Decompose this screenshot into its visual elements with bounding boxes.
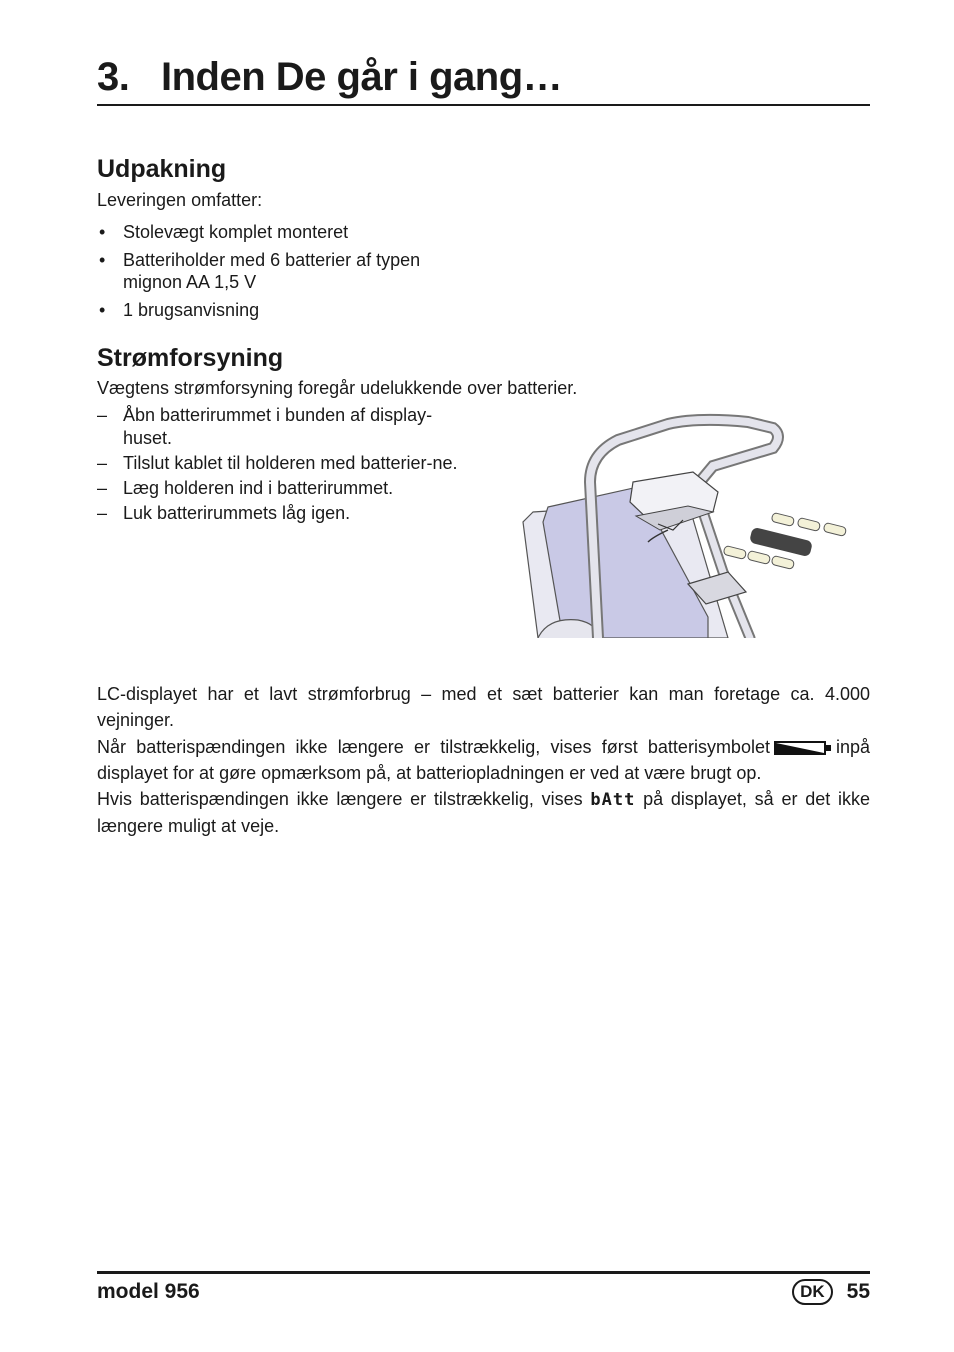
unpacking-intro: Leveringen omfatter:: [97, 190, 263, 210]
low-battery-text-2: inpå displayet for at gøre opmærksom på, at batteriopladningen er ved at være brugt op.: [97, 737, 870, 783]
footer-page-info: [792, 1279, 870, 1305]
list-item: • 1 brugsanvisning: [97, 299, 423, 321]
title-divider: [97, 104, 870, 106]
list-item: • Batteriholder med 6 batterier af typen mignon AA 1,5 V: [97, 249, 423, 293]
step-item: – Læg holderen ind i batterirummet.: [97, 477, 478, 500]
step-item: – Luk batterirummets låg igen.: [97, 502, 478, 525]
country-badge: DK: [792, 1279, 833, 1305]
delivery-list: [97, 221, 423, 327]
batt-display-text: bAtt: [590, 790, 636, 810]
battery-steps: [97, 404, 478, 527]
footer-model: model 956: [97, 1280, 200, 1303]
step-item: – Tilslut kablet til holderen med batterier-ne.: [97, 452, 478, 475]
low-battery-text-1: Når batterispændingen ikke længere er tilstrækkelig, vises først batterisymbolet: [97, 737, 770, 757]
unpacking-heading: Udpakning: [97, 155, 227, 183]
chapter-number: 3.: [97, 55, 130, 99]
empty-battery-text-2: på displayet, så er det ikke længere muligt at veje.: [97, 789, 870, 836]
page-title: [97, 52, 870, 102]
list-item: • Stolevægt komplet monteret: [97, 221, 423, 243]
power-heading: Strømforsyning: [97, 344, 284, 372]
footer-divider: [97, 1271, 870, 1274]
battery-low-icon: [774, 740, 832, 756]
step-item: – Åbn batterirummet i bunden af display-huset.: [97, 404, 478, 450]
consumption-paragraph: LC-displayet har et lavt strømforbrug – med et sæt batterier kan man foretage ca. 4.000 vejninger.: [97, 684, 870, 730]
low-battery-paragraph: [97, 734, 870, 786]
page-number: 55: [846, 1280, 870, 1303]
power-intro: Vægtens strømforsyning foregår udelukkende over batterier.: [97, 378, 578, 398]
chapter-title: Inden De går i gang…: [161, 55, 563, 99]
empty-battery-paragraph: [97, 786, 870, 839]
battery-compartment-illustration: [518, 412, 858, 638]
empty-battery-text-1: Hvis batterispændingen ikke længere er tilstrækkelig, vises: [97, 789, 583, 809]
